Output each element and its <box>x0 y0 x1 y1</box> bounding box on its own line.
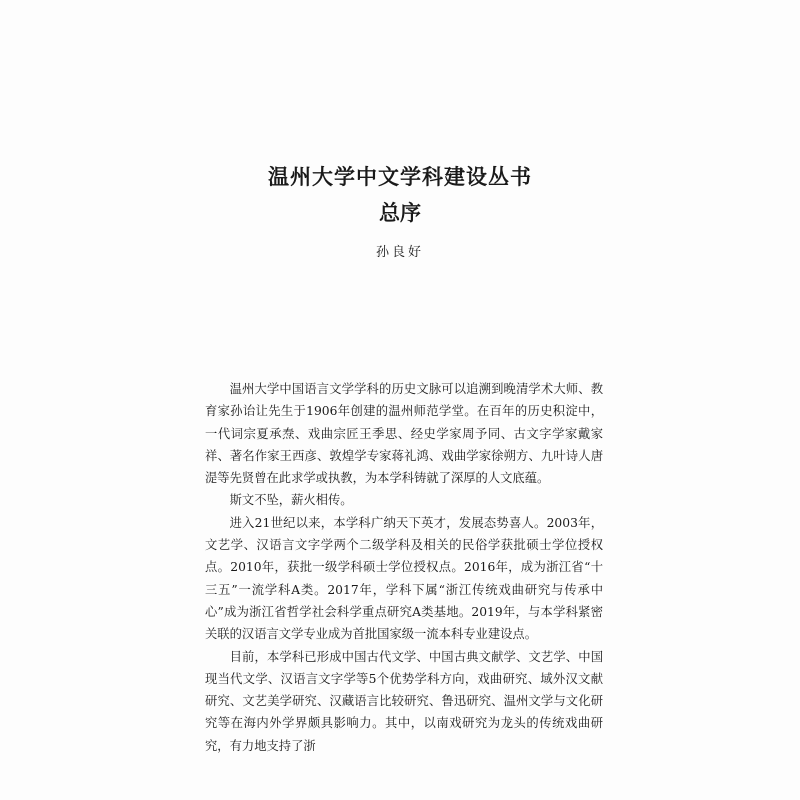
paragraph: 斯文不坠，薪火相传。 <box>229 493 353 508</box>
paragraph: 进入21世纪以来，本学科广纳天下英才，发展态势喜人。2003年，文艺学、汉语言文字学两个二级学科及相关的民俗学获批硕士学位授权点。2010年，获批一级学科硕士学位授权点。2016年，成为浙江省“十三五”一流学科A类。2017年，学科下属“浙江传统戏曲研究与传承中心”成为浙江省哲学社会科学重点研究A类基地。2019年，与本学科紧密关联的汉语言文学专业成为首批国家级一流本科专业建设点。 <box>205 515 603 642</box>
series-title: 温州大学中文学科建设丛书 <box>268 164 532 189</box>
paragraph: 目前，本学科已形成中国古代文学、中国古典文献学、文艺学、中国现当代文学、汉语言文字学等5个优势学科方向，戏曲研究、域外汉文献研究、文艺美学研究、汉藏语言比较研究、鲁迅研究、温州文学与文化研究等在海内外学界颇具影响力。其中，以南戏研究为龙头的传统戏曲研究，有力地支持了浙 <box>205 649 603 753</box>
author-name: 孙良好 <box>375 245 424 260</box>
body-text <box>205 378 603 757</box>
paragraph: 温州大学中国语言文学学科的历史文脉可以追溯到晚清学术大师、教育家孙诒让先生于1906年创建的温州师范学堂。在百年的历史积淀中，一代词宗夏承焘、戏曲宗匠王季思、经史学家周予同、古文字学家戴家祥、著名作家王西彦、敦煌学专家蒋礼鸿、戏曲学家徐朔方、九叶诗人唐湜等先贤曾在此求学或执教，为本学科铸就了深厚的人文底蕴。 <box>205 382 603 486</box>
preface-heading: 总序 <box>379 200 421 225</box>
